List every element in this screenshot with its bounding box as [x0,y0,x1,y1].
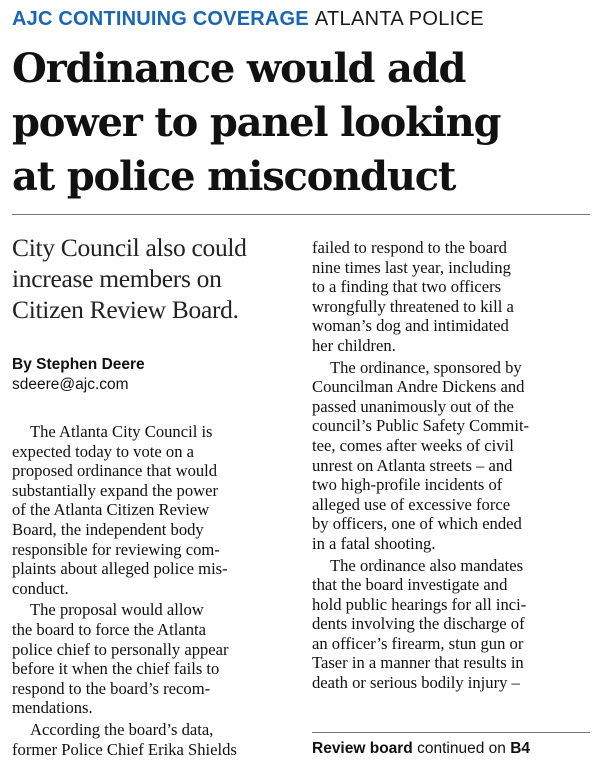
paragraph [312,238,590,356]
body-line: The proposal would allow [30,600,204,620]
kicker [12,6,484,32]
deck-line: City Council also could [12,233,247,262]
article-body-right [312,238,590,693]
deck-line: Citizen Review Board. [12,295,239,324]
body-line: woman’s dog and intimidated [312,316,509,336]
right-column [312,238,590,695]
headline-divider [12,214,590,215]
body-line: plaints about alleged police mis- [12,559,228,579]
body-line: police chief to personally appear [12,639,229,659]
body-line: passed unanimously out of the [312,396,514,416]
paragraph [12,422,296,598]
body-line: tee, comes after weeks of civil [312,435,514,455]
body-line: respond to the board’s recom- [12,678,211,698]
paragraph [312,556,590,693]
deck-line: increase members on [12,264,222,293]
headline-line: at police misconduct [12,153,456,200]
jump-divider [312,732,590,733]
article-body-left [12,422,296,759]
headline-line: Ordinance would add [12,45,466,92]
body-line: two high-profile incidents of [312,475,503,495]
body-line: proposed ordinance that would [12,461,218,481]
byline: By Stephen Deere [12,356,145,373]
body-line: her children. [312,335,396,355]
body-line: hold public hearings for all inci- [312,594,527,614]
paragraph [12,720,296,759]
body-line: former Police Chief Erika Shields [12,739,237,759]
paragraph [312,358,590,554]
body-line: responsible for reviewing com- [12,539,220,559]
body-line: The ordinance also mandates [330,555,524,575]
kicker-topic: ATLANTA POLICE [314,8,484,30]
body-line: death or serious bodily injury – [312,673,520,693]
author-email[interactable]: sdeere@ajc.com [12,376,129,393]
paragraph [12,600,296,718]
body-line: that the board investigate and [312,575,508,595]
body-line: an officer’s firearm, stun gun or [312,633,524,653]
body-line: before it when the chief fails to [12,659,220,679]
body-line: According the board’s data, [30,719,214,739]
body-line: failed to respond to the board [312,238,507,257]
body-line: The ordinance, sponsored by [330,357,522,377]
body-line: Taser in a manner that results in [312,653,524,673]
body-line: alleged use of excessive force [312,494,511,514]
body-line: wrongfully threatened to kill a [312,296,514,316]
continued-text: continued on [417,740,506,757]
body-line: unrest on Atlanta streets – and [312,455,513,475]
body-line: dents involving the discharge of [312,614,525,634]
continued-label: Review board [312,740,413,757]
body-line: the board to force the Atlanta [12,619,206,639]
body-line: Board, the independent body [12,519,204,539]
body-line: expected today to vote on a [12,441,195,461]
body-line: nine times last year, including [312,257,511,277]
deck [12,232,296,325]
body-line: conduct. [12,578,69,598]
body-line: of the Atlanta Citizen Review [12,500,210,520]
continued-page: B4 [510,740,531,757]
body-line: Councilman Andre Dickens and [312,377,525,397]
kicker-brand: AJC CONTINUING COVERAGE [12,8,309,30]
body-line: in a fatal shooting. [312,533,436,553]
headline [12,42,592,204]
body-line: mendations. [12,698,93,718]
left-column [12,232,296,761]
body-line: The Atlanta City Council is [30,422,213,441]
continued-line[interactable] [312,739,530,759]
body-line: by officers, one of which ended [312,514,522,534]
body-line: substantially expand the power [12,480,218,500]
body-line: to a finding that two officers [312,277,502,297]
body-line: council’s Public Safety Commit- [312,416,530,436]
headline-line: power to panel looking [12,99,501,146]
